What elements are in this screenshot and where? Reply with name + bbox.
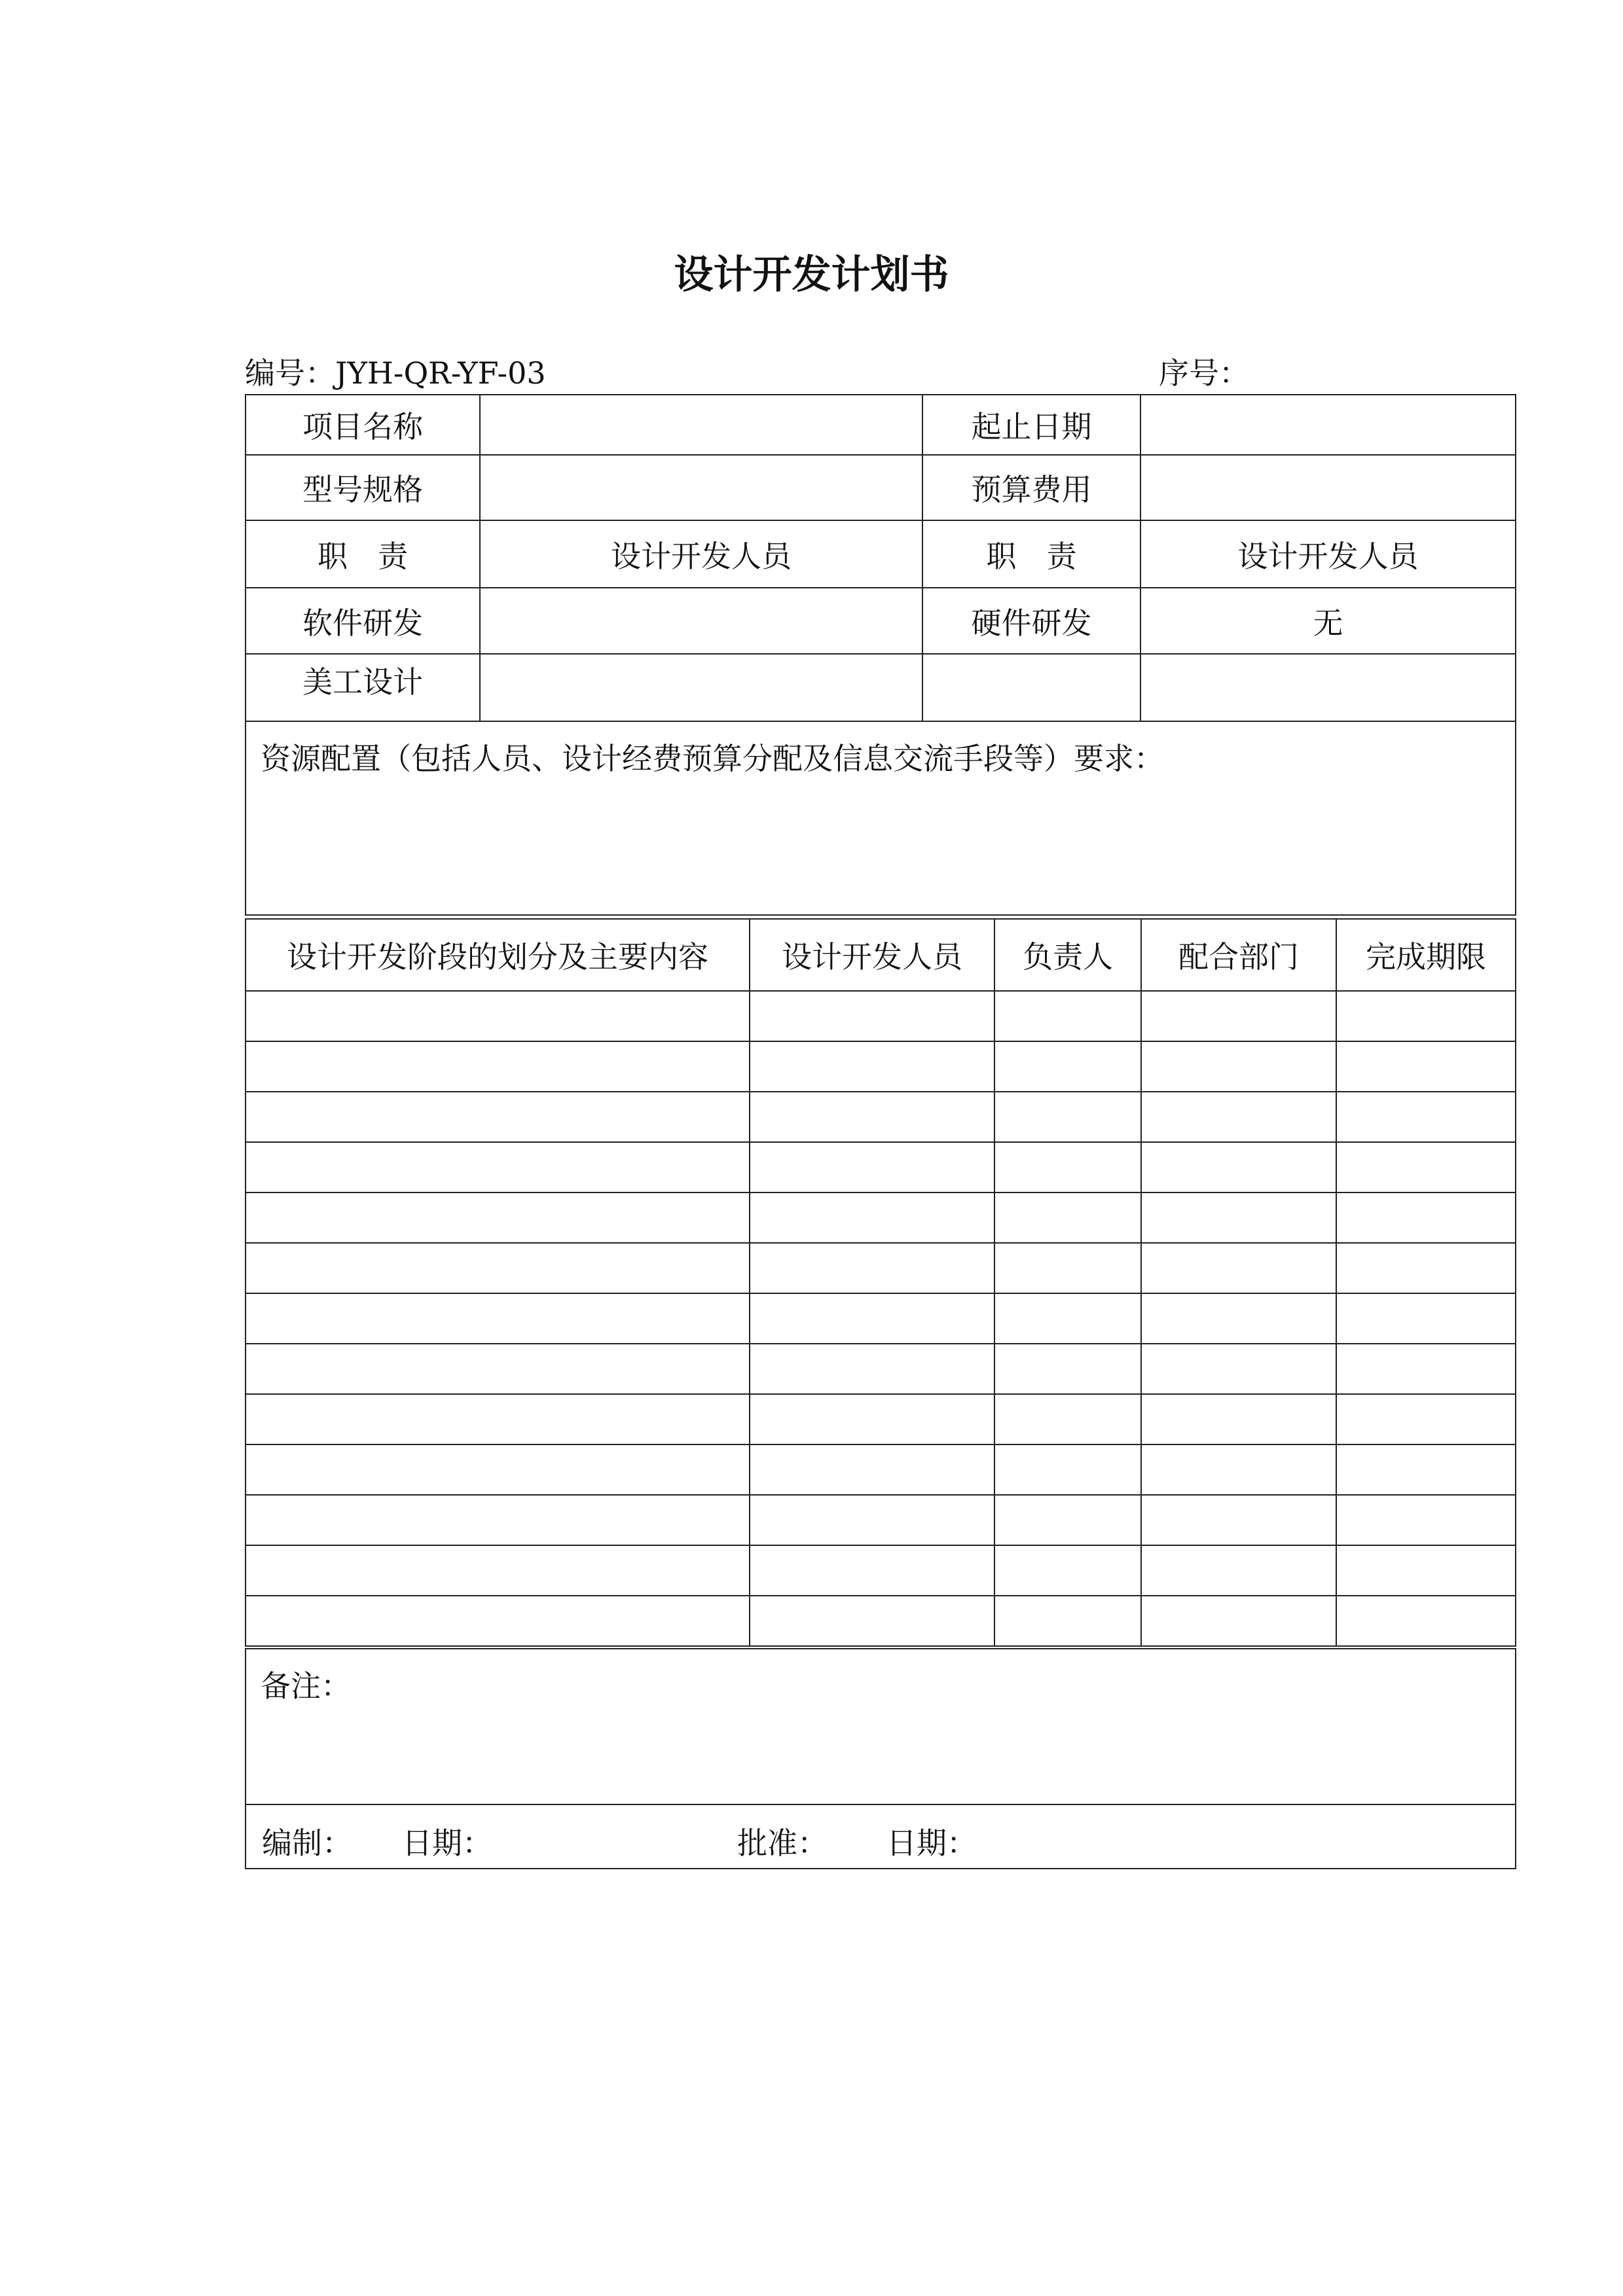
budget-field[interactable] bbox=[1140, 455, 1516, 520]
staff-label-2: 设计开发人员 bbox=[1140, 520, 1516, 588]
staff-cell[interactable] bbox=[750, 1596, 994, 1646]
hardware-value: 无 bbox=[1140, 588, 1516, 654]
deadline-cell[interactable] bbox=[1336, 991, 1516, 1041]
table-row bbox=[246, 1444, 1516, 1495]
stage-content-cell[interactable] bbox=[246, 1545, 750, 1596]
header-staff: 设计开发人员 bbox=[750, 919, 994, 991]
budget-label: 预算费用 bbox=[922, 455, 1140, 520]
dept-cell[interactable] bbox=[1141, 1142, 1336, 1193]
owner-cell[interactable] bbox=[994, 1243, 1141, 1293]
header-stage-content: 设计开发阶段的划分及主要内容 bbox=[246, 919, 750, 991]
deadline-cell[interactable] bbox=[1336, 1243, 1516, 1293]
dept-cell[interactable] bbox=[1141, 1092, 1336, 1142]
start-end-date-label: 起止日期 bbox=[922, 395, 1140, 455]
owner-cell[interactable] bbox=[994, 1596, 1141, 1646]
art-design-field[interactable] bbox=[480, 654, 922, 721]
deadline-cell[interactable] bbox=[1336, 1293, 1516, 1344]
table-row bbox=[246, 1243, 1516, 1293]
doc-number: 编号：JYH-QR-YF-03 bbox=[245, 355, 546, 391]
stage-content-cell[interactable] bbox=[246, 1444, 750, 1495]
dept-cell[interactable] bbox=[1141, 1344, 1336, 1394]
owner-cell[interactable] bbox=[994, 1092, 1141, 1142]
header-owner: 负责人 bbox=[994, 919, 1141, 991]
stage-content-cell[interactable] bbox=[246, 1243, 750, 1293]
dept-cell[interactable] bbox=[1141, 1394, 1336, 1444]
date-label-1: 日期： bbox=[402, 1825, 492, 1861]
stage-content-cell[interactable] bbox=[246, 1041, 750, 1092]
table-row bbox=[246, 1596, 1516, 1646]
staff-cell[interactable] bbox=[750, 1545, 994, 1596]
stage-content-cell[interactable] bbox=[246, 1344, 750, 1394]
staff-cell[interactable] bbox=[750, 1394, 994, 1444]
dept-cell[interactable] bbox=[1141, 1545, 1336, 1596]
table-row bbox=[246, 1545, 1516, 1596]
staff-cell[interactable] bbox=[750, 1344, 994, 1394]
approved-label: 批准： bbox=[737, 1825, 828, 1861]
serial-label: 序号： bbox=[1159, 355, 1249, 391]
staff-cell[interactable] bbox=[750, 1142, 994, 1193]
table-row bbox=[246, 1193, 1516, 1243]
dept-cell[interactable] bbox=[1141, 1243, 1336, 1293]
duty-label-1: 职 责 bbox=[246, 520, 480, 588]
owner-cell[interactable] bbox=[994, 991, 1141, 1041]
dept-cell[interactable] bbox=[1141, 1041, 1336, 1092]
staff-cell[interactable] bbox=[750, 1041, 994, 1092]
staff-label-1: 设计开发人员 bbox=[480, 520, 922, 588]
page-title: 设计开发计划书 bbox=[674, 252, 949, 298]
duty-label-2: 职 责 bbox=[922, 520, 1140, 588]
table-row bbox=[246, 1394, 1516, 1444]
stage-content-cell[interactable] bbox=[246, 1092, 750, 1142]
remarks-label: 备注： bbox=[261, 1668, 351, 1704]
deadline-cell[interactable] bbox=[1336, 1495, 1516, 1545]
dept-cell[interactable] bbox=[1141, 1596, 1336, 1646]
software-field[interactable] bbox=[480, 588, 922, 654]
date-label-2: 日期： bbox=[886, 1825, 977, 1861]
table-row bbox=[246, 1495, 1516, 1545]
software-label: 软件研发 bbox=[246, 588, 480, 654]
project-name-field[interactable] bbox=[480, 395, 922, 455]
owner-cell[interactable] bbox=[994, 1394, 1141, 1444]
art-design-extra-2[interactable] bbox=[1140, 654, 1516, 721]
header-deadline: 完成期限 bbox=[1336, 919, 1516, 991]
prepared-label: 编制： bbox=[262, 1825, 352, 1861]
resource-requirements: 资源配置（包括人员、设计经费预算分配及信息交流手段等）要求： bbox=[246, 721, 1516, 915]
table-row bbox=[246, 1293, 1516, 1344]
deadline-cell[interactable] bbox=[1336, 1394, 1516, 1444]
stage-content-cell[interactable] bbox=[246, 1293, 750, 1344]
table-row bbox=[246, 1344, 1516, 1394]
dept-cell[interactable] bbox=[1141, 1444, 1336, 1495]
staff-cell[interactable] bbox=[750, 1444, 994, 1495]
deadline-cell[interactable] bbox=[1336, 1092, 1516, 1142]
owner-cell[interactable] bbox=[994, 1344, 1141, 1394]
hardware-label: 硬件研发 bbox=[922, 588, 1140, 654]
info-table bbox=[245, 394, 1516, 916]
table-row bbox=[246, 991, 1516, 1041]
deadline-cell[interactable] bbox=[1336, 1344, 1516, 1394]
remarks-field[interactable] bbox=[246, 1649, 1516, 1804]
dept-cell[interactable] bbox=[1141, 1495, 1336, 1545]
stage-content-cell[interactable] bbox=[246, 1394, 750, 1444]
project-name-label: 项目名称 bbox=[246, 395, 480, 455]
art-design-label: 美工设计 bbox=[246, 654, 480, 721]
deadline-cell[interactable] bbox=[1336, 1545, 1516, 1596]
staff-cell[interactable] bbox=[750, 991, 994, 1041]
owner-cell[interactable] bbox=[994, 1545, 1141, 1596]
stage-table bbox=[245, 918, 1516, 1647]
stage-content-cell[interactable] bbox=[246, 1596, 750, 1646]
deadline-cell[interactable] bbox=[1336, 1444, 1516, 1495]
owner-cell[interactable] bbox=[994, 1142, 1141, 1193]
owner-cell[interactable] bbox=[994, 1041, 1141, 1092]
owner-cell[interactable] bbox=[994, 1193, 1141, 1243]
deadline-cell[interactable] bbox=[1336, 1596, 1516, 1646]
model-spec-label: 型号规格 bbox=[246, 455, 480, 520]
staff-cell[interactable] bbox=[750, 1293, 994, 1344]
staff-cell[interactable] bbox=[750, 1495, 994, 1545]
table-row bbox=[246, 1142, 1516, 1193]
model-spec-field[interactable] bbox=[480, 455, 922, 520]
owner-cell[interactable] bbox=[994, 1495, 1141, 1545]
stage-content-cell[interactable] bbox=[246, 991, 750, 1041]
owner-cell[interactable] bbox=[994, 1444, 1141, 1495]
dept-cell[interactable] bbox=[1141, 991, 1336, 1041]
deadline-cell[interactable] bbox=[1336, 1142, 1516, 1193]
stage-rows bbox=[246, 991, 1516, 1646]
dept-cell[interactable] bbox=[1141, 1193, 1336, 1243]
sign-row bbox=[246, 1804, 1516, 1869]
owner-cell[interactable] bbox=[994, 1293, 1141, 1344]
stage-content-cell[interactable] bbox=[246, 1495, 750, 1545]
staff-cell[interactable] bbox=[750, 1243, 994, 1293]
stage-content-cell[interactable] bbox=[246, 1142, 750, 1193]
header-dept: 配合部门 bbox=[1141, 919, 1336, 991]
deadline-cell[interactable] bbox=[1336, 1041, 1516, 1092]
staff-cell[interactable] bbox=[750, 1092, 994, 1142]
deadline-cell[interactable] bbox=[1336, 1193, 1516, 1243]
table-row bbox=[246, 1092, 1516, 1142]
start-end-date-field[interactable] bbox=[1140, 395, 1516, 455]
art-design-extra-1[interactable] bbox=[922, 654, 1140, 721]
table-row bbox=[246, 1041, 1516, 1092]
stage-content-cell[interactable] bbox=[246, 1193, 750, 1243]
dept-cell[interactable] bbox=[1141, 1293, 1336, 1344]
staff-cell[interactable] bbox=[750, 1193, 994, 1243]
footer-table bbox=[245, 1648, 1516, 1869]
